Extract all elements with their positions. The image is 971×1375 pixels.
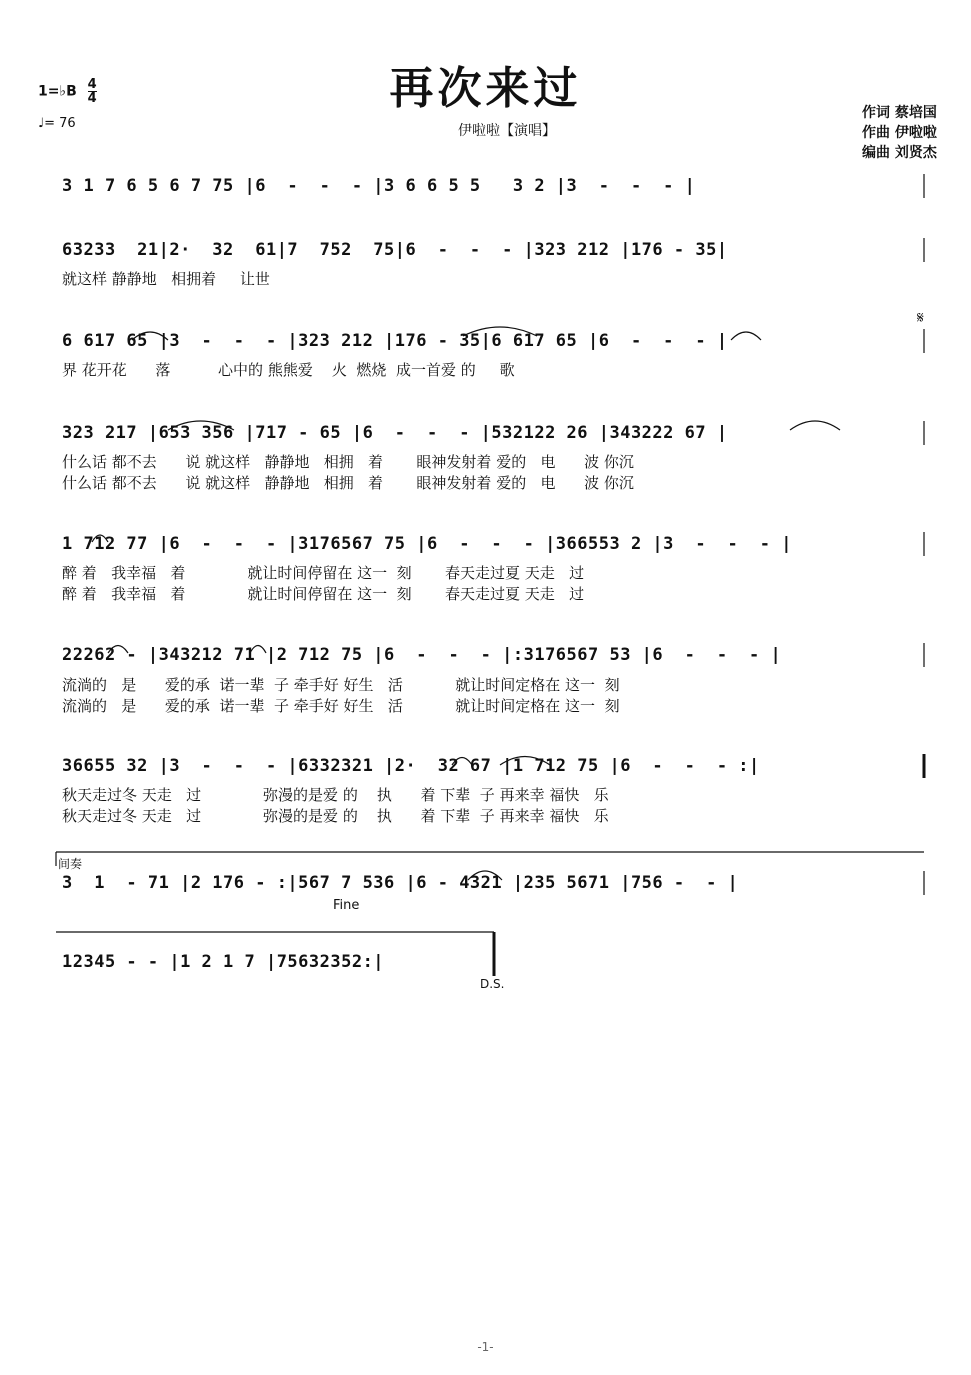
song-title: 再次来过 <box>389 63 582 114</box>
score-line-5-notes: 1 712 77 |6 - - - |3176567 75 |6 - - - |366553 2 |3 - - - | <box>62 534 792 554</box>
score-line-2-lyrics: 就这样 静静地 相拥着 让世 <box>62 270 270 288</box>
slur <box>790 421 840 430</box>
score-line-1-notes: 3 1 7 6 5 6 7 75 |6 - - - |3 6 6 5 5 3 2 |3 - - - | <box>62 176 696 196</box>
singer-credit: 伊啦啦【演唱】 <box>458 123 556 139</box>
score-line-7-lyrics-2: 秋天走过冬 天走 过 弥漫的是爱 的 执 着 下辈 子 再来幸 福快 乐 <box>62 807 609 825</box>
score-line-4-notes: 323 217 |653 356 |717 - 65 |6 - - - |532122 26 |343222 67 | <box>62 423 728 443</box>
score-line-9-notes: 12345 - - |1 2 1 7 |75632352:| <box>62 952 385 972</box>
composer-credit: 作曲 伊啦啦 <box>862 125 937 141</box>
slur <box>452 758 472 766</box>
score-line-7-lyrics-1: 秋天走过冬 天走 过 弥漫的是爱 的 执 着 下辈 子 再来幸 福快 乐 <box>62 786 609 804</box>
score-line-6-lyrics-2: 流淌的 是 爱的承 诺一辈 子 牵手好 好生 活 就让时间定格在 这一 刻 <box>62 697 620 715</box>
score-line-6-notes: 22262 - |343212 71 |2 712 75 |6 - - - |:3176567 53 |6 - - - | <box>62 645 782 665</box>
score-line-5-lyrics-2: 醉 着 我幸福 着 就让时间停留在 这一 刻 春天走过夏 天走 过 <box>62 585 585 603</box>
slur <box>132 332 168 340</box>
score-line-4-lyrics-1: 什么话 都不去 说 就这样 静静地 相拥 着 眼神发射着 爱的 电 波 你沉 <box>62 453 634 471</box>
page-number: -1- <box>477 1340 494 1354</box>
score-line-7-notes: 36655 32 |3 - - - |6332321 |2· 32 67 |1 712 75 |6 - - - :| <box>62 756 760 776</box>
score-line-3-lyrics: 界 花开花 落 心中的 熊熊爱 火 燃烧 成一首爱 的 歌 <box>62 361 515 379</box>
lyricist-credit: 作词 蔡培国 <box>862 105 937 121</box>
score-line-6-lyrics-1: 流淌的 是 爱的承 诺一辈 子 牵手好 好生 活 就让时间定格在 这一 刻 <box>62 676 620 694</box>
time-top: 4 <box>87 77 97 92</box>
slur <box>463 327 537 336</box>
slur <box>731 332 761 340</box>
score-line-8-notes: 3 1 - 71 |2 176 - :|567 7 536 |6 - 4321 |235 5671 |756 - - | <box>62 873 739 893</box>
score-line-4-lyrics-2: 什么话 都不去 说 就这样 静静地 相拥 着 眼神发射着 爱的 电 波 你沉 <box>62 474 634 492</box>
slur <box>500 757 550 766</box>
score-line-3-notes: 6 617 65 |3 - - - |323 212 |176 - 35|6 617 65 |6 - - - | <box>62 331 728 351</box>
time-bottom: 4 <box>87 91 97 106</box>
interlude-label: 间奏 <box>58 857 83 871</box>
slur <box>250 646 266 654</box>
key-text: 1=♭B <box>38 83 77 100</box>
segno-icon: 𝄋 <box>917 308 924 327</box>
score-line-5-lyrics-1: 醉 着 我幸福 着 就让时间停留在 这一 刻 春天走过夏 天走 过 <box>62 564 585 582</box>
slur <box>168 421 234 430</box>
score-line-2-notes: 63233 21|2· 32 61|7 752 75|6 - - - |323 212 |176 - 35| <box>62 240 728 260</box>
slur <box>92 535 108 542</box>
slur <box>468 871 502 880</box>
ds-mark: D.S. <box>480 977 505 991</box>
tempo-mark: ♩= 76 <box>38 116 76 131</box>
fine-mark: Fine <box>333 898 360 913</box>
slur <box>108 646 128 654</box>
arranger-credit: 编曲 刘贤杰 <box>862 145 937 161</box>
